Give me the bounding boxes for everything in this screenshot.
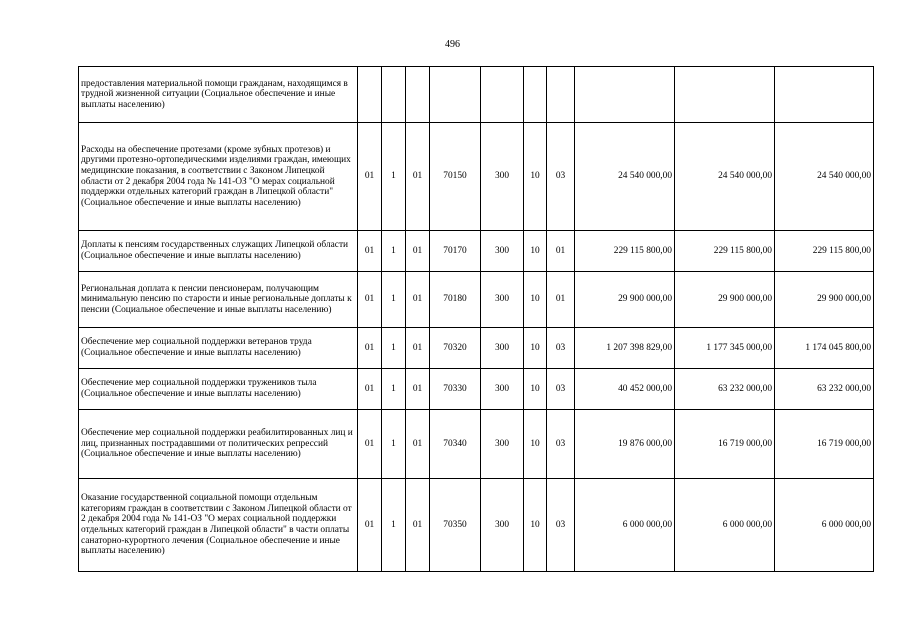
program-code: 01	[358, 231, 382, 272]
amount-year-1: 1 207 398 829,00	[575, 328, 675, 369]
amount-year-3: 229 115 800,00	[775, 231, 874, 272]
subprogram-code: 1	[382, 272, 406, 328]
subprogram-code: 1	[382, 231, 406, 272]
main-event-code: 01	[406, 410, 430, 479]
program-code	[358, 67, 382, 123]
amount-year-2	[675, 67, 775, 123]
program-code: 01	[358, 369, 382, 410]
row-description: предоставления материальной помощи гражданам, находящимся в трудной жизненной ситуации (Социальное обеспечение и иные выплаты населению)	[79, 67, 358, 123]
amount-year-1: 40 452 000,00	[575, 369, 675, 410]
direction-code: 70320	[430, 328, 481, 369]
amount-year-2: 16 719 000,00	[675, 410, 775, 479]
subsection-code: 03	[547, 410, 575, 479]
amount-year-3: 16 719 000,00	[775, 410, 874, 479]
section-code: 10	[524, 479, 547, 572]
expense-type-code: 300	[481, 272, 524, 328]
main-event-code: 01	[406, 123, 430, 231]
direction-code: 70340	[430, 410, 481, 479]
amount-year-3: 6 000 000,00	[775, 479, 874, 572]
amount-year-2: 63 232 000,00	[675, 369, 775, 410]
table-row	[79, 231, 874, 272]
subprogram-code: 1	[382, 479, 406, 572]
table-row	[79, 410, 874, 479]
row-description: Региональная доплата к пенсии пенсионерам, получающим минимальную пенсию по старости и иные региональные доплаты к пенсии (Социальное обеспечение и иные выплаты населению)	[79, 272, 358, 328]
row-description: Обеспечение мер социальной поддержки ветеранов труда (Социальное обеспечение и иные выплаты населению)	[79, 328, 358, 369]
table-row	[79, 67, 874, 123]
subsection-code: 03	[547, 328, 575, 369]
amount-year-3: 29 900 000,00	[775, 272, 874, 328]
subprogram-code: 1	[382, 410, 406, 479]
expense-type-code	[481, 67, 524, 123]
main-event-code: 01	[406, 328, 430, 369]
direction-code: 70170	[430, 231, 481, 272]
program-code: 01	[358, 272, 382, 328]
amount-year-1: 24 540 000,00	[575, 123, 675, 231]
budget-table	[78, 66, 874, 572]
expense-type-code: 300	[481, 479, 524, 572]
program-code: 01	[358, 479, 382, 572]
amount-year-3: 63 232 000,00	[775, 369, 874, 410]
direction-code: 70350	[430, 479, 481, 572]
amount-year-1: 29 900 000,00	[575, 272, 675, 328]
row-description: Обеспечение мер социальной поддержки реабилитированных лиц и лиц, признанных пострадавшими от политических репрессий (Социальное обеспечение и иные выплаты населению)	[79, 410, 358, 479]
section-code: 10	[524, 231, 547, 272]
program-code: 01	[358, 328, 382, 369]
table-row	[79, 123, 874, 231]
section-code: 10	[524, 272, 547, 328]
expense-type-code: 300	[481, 123, 524, 231]
main-event-code: 01	[406, 272, 430, 328]
table-row	[79, 328, 874, 369]
amount-year-2: 6 000 000,00	[675, 479, 775, 572]
page-number: 496	[445, 39, 460, 50]
amount-year-2: 1 177 345 000,00	[675, 328, 775, 369]
subprogram-code: 1	[382, 123, 406, 231]
section-code: 10	[524, 123, 547, 231]
amount-year-1: 19 876 000,00	[575, 410, 675, 479]
expense-type-code: 300	[481, 231, 524, 272]
main-event-code: 01	[406, 369, 430, 410]
amount-year-3: 1 174 045 800,00	[775, 328, 874, 369]
section-code	[524, 67, 547, 123]
expense-type-code: 300	[481, 410, 524, 479]
amount-year-3: 24 540 000,00	[775, 123, 874, 231]
expense-type-code: 300	[481, 328, 524, 369]
section-code: 10	[524, 369, 547, 410]
subsection-code: 03	[547, 369, 575, 410]
table-row	[79, 369, 874, 410]
direction-code	[430, 67, 481, 123]
program-code: 01	[358, 123, 382, 231]
amount-year-1: 229 115 800,00	[575, 231, 675, 272]
amount-year-2: 29 900 000,00	[675, 272, 775, 328]
row-description: Расходы на обеспечение протезами (кроме зубных протезов) и другими протезно-ортопедическими изделиями граждан, имеющих медицинские показания, в соответствии с Законом Липецкой области от 2 декабря 2004 года № 141-ОЗ "О мерах социальной поддержки отдельных категорий граждан в Липецкой области" (Социальное обеспечение и иные выплаты населению)	[79, 123, 358, 231]
section-code: 10	[524, 410, 547, 479]
row-description: Оказание государственной социальной помощи отдельным категориям граждан в соответствии с Законом Липецкой области от 2 декабря 2004 года № 141-ОЗ "О мерах социальной поддержки отдельных категорий граждан в Липецкой области" в части оплаты санаторно-курортного лечения (Социальное обеспечение и иные выплаты населению)	[79, 479, 358, 572]
program-code: 01	[358, 410, 382, 479]
direction-code: 70180	[430, 272, 481, 328]
amount-year-2: 229 115 800,00	[675, 231, 775, 272]
main-event-code: 01	[406, 231, 430, 272]
main-event-code: 01	[406, 479, 430, 572]
subsection-code: 01	[547, 231, 575, 272]
table-row	[79, 479, 874, 572]
subsection-code: 03	[547, 479, 575, 572]
subprogram-code: 1	[382, 328, 406, 369]
amount-year-1: 6 000 000,00	[575, 479, 675, 572]
amount-year-1	[575, 67, 675, 123]
subsection-code: 01	[547, 272, 575, 328]
subprogram-code: 1	[382, 369, 406, 410]
amount-year-3	[775, 67, 874, 123]
row-description: Доплаты к пенсиям государственных служащих Липецкой области (Социальное обеспечение и иные выплаты населению)	[79, 231, 358, 272]
expense-type-code: 300	[481, 369, 524, 410]
row-description: Обеспечение мер социальной поддержки тружеников тыла (Социальное обеспечение и иные выплаты населению)	[79, 369, 358, 410]
table-body	[79, 67, 874, 572]
direction-code: 70150	[430, 123, 481, 231]
subsection-code	[547, 67, 575, 123]
amount-year-2: 24 540 000,00	[675, 123, 775, 231]
subsection-code: 03	[547, 123, 575, 231]
table-row	[79, 272, 874, 328]
subprogram-code	[382, 67, 406, 123]
section-code: 10	[524, 328, 547, 369]
direction-code: 70330	[430, 369, 481, 410]
main-event-code	[406, 67, 430, 123]
